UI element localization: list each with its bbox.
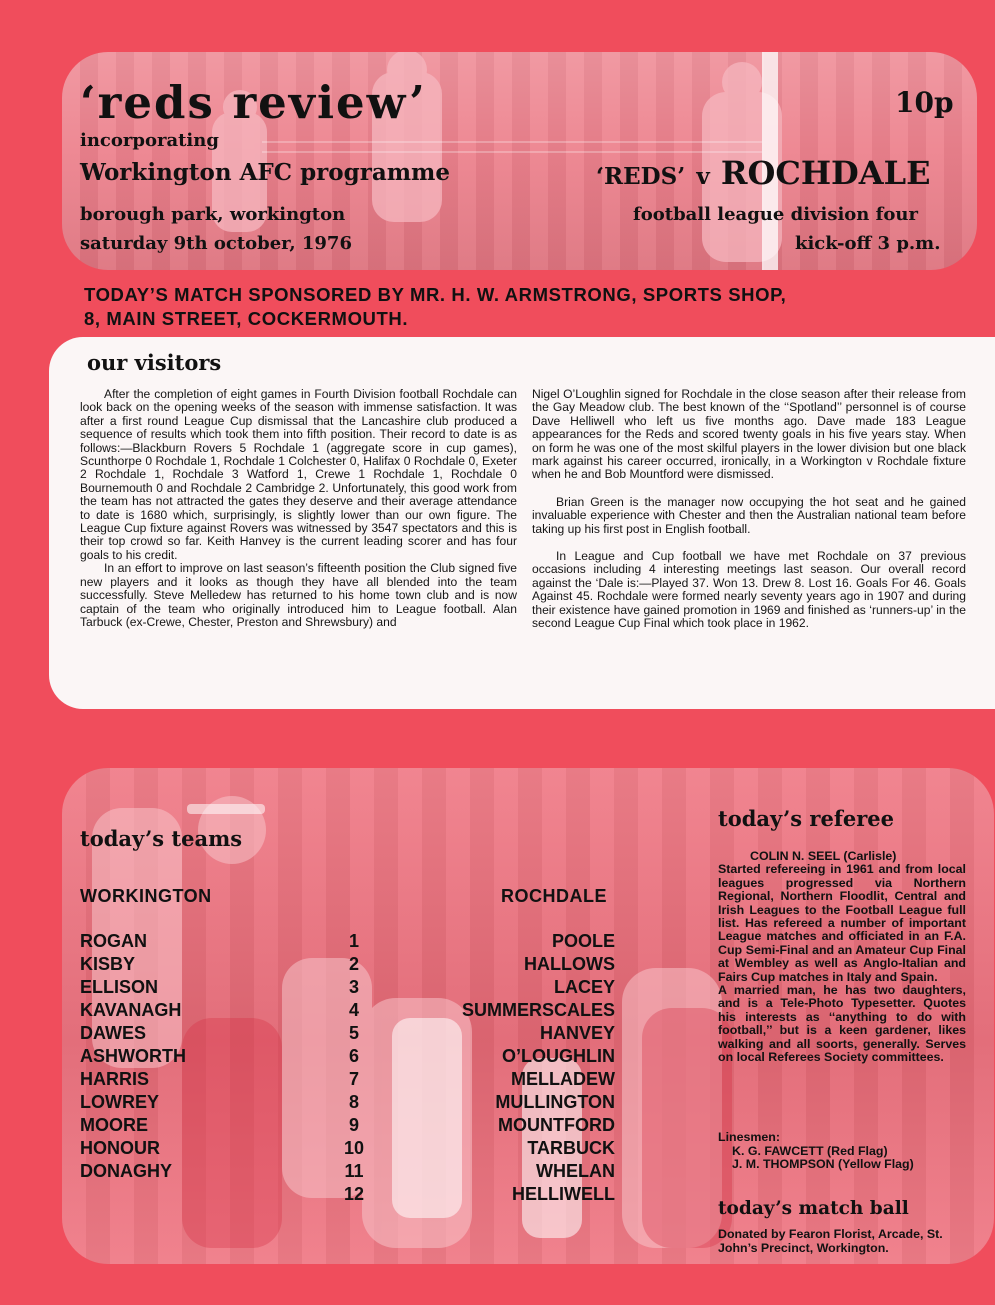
home-player: MOORE	[80, 1115, 149, 1135]
away-player: WHELAN	[536, 1161, 615, 1181]
visitors-heading: our visitors	[87, 350, 222, 375]
referee-bio	[718, 850, 966, 1065]
kickoff-time: kick-off 3 p.m.	[795, 233, 941, 254]
programme-subtitle: Workington AFC programme	[80, 159, 451, 186]
away-player: MOUNTFORD	[498, 1115, 615, 1135]
home-player: HONOUR	[80, 1138, 160, 1158]
shirt-number: 10	[343, 1138, 365, 1158]
linesmen	[718, 1131, 978, 1172]
away-player: TARBUCK	[527, 1138, 615, 1158]
away-player: SUMMERSCALES	[461, 1000, 615, 1020]
linesman-red-flag: K. G. FAWCETT (Red Flag)	[732, 1143, 888, 1158]
away-player: HANVEY	[539, 1023, 615, 1043]
team-lineups	[80, 931, 615, 1207]
away-player: MELLADEW	[511, 1069, 615, 1089]
shirt-number: 4	[348, 1000, 359, 1020]
team-row	[80, 1184, 615, 1207]
teams-heading: today’s teams	[80, 826, 243, 851]
referee-bio-paragraph: A married man, he has two daughters, and is a Tele-Photo Typesetter. Quotes his interests as ‘‘anything to do with football,’’ but is a keen gardener, likes walking and all soorts, generally. Serves on local Referees Society committees.	[718, 983, 966, 1065]
sponsor-line-2: 8, MAIN STREET, COCKERMOUTH.	[84, 308, 409, 329]
home-player: KAVANAGH	[80, 1000, 182, 1020]
team-row	[80, 1161, 615, 1184]
match-date: saturday 9th october, 1976	[80, 233, 352, 254]
shirt-number: 12	[343, 1184, 365, 1204]
venue-label: borough park, workington	[80, 204, 346, 225]
linesmen-label: Linesmen:	[718, 1130, 780, 1144]
visitors-column-1	[80, 388, 517, 629]
programme-title: ‘reds review’	[80, 76, 427, 129]
team-row	[80, 1138, 615, 1161]
shirt-number: 6	[348, 1046, 359, 1066]
visitors-column-2	[532, 388, 966, 631]
price-label: 10p	[895, 86, 954, 119]
away-player: O’LOUGHLIN	[502, 1046, 615, 1066]
away-player: HELLIWELL	[512, 1184, 615, 1204]
linesman-yellow-flag: J. M. THOMPSON (Yellow Flag)	[732, 1157, 914, 1171]
team-row	[80, 1046, 615, 1069]
sponsor-notice	[84, 283, 944, 331]
fixture-away: ROCHDALE	[720, 154, 931, 192]
fixture-heading	[596, 154, 931, 192]
shirt-number: 9	[348, 1115, 359, 1135]
shirt-number: 3	[348, 977, 359, 997]
fixture-versus: v	[696, 163, 710, 190]
referee-bio-paragraph: Started refereeing in 1961 and from local leagues progressed via Northern Regional, Northern Floodlit, Central and Irish Leagues to the Football League full list. Has refereed a number of important League matches and officiated in an F.A. Cup Semi-Final and an Amateur Cup Final at Wembley as well as Anglo-Italian and Fairs Cup matches in Italy and Spain.	[718, 862, 966, 984]
referee-name: COLIN N. SEEL (Carlisle)	[750, 849, 897, 863]
fixture-home: ‘REDS’	[596, 163, 686, 190]
away-player: LACEY	[553, 977, 615, 997]
team-row	[80, 931, 615, 954]
shirt-number: 2	[348, 954, 359, 974]
visitors-paragraph: In an effort to improve on last season’s fifteenth position the Club signed five new players and it looks as though they have all blended into the team successfully. Steve Melledew has returned to his home town club and is now captain of the team who originally introduced him to League football. Alan Tarbuck (ex-Crewe, Chester, Preston and Shrewsbury) and	[80, 561, 517, 629]
shirt-number: 1	[348, 931, 359, 951]
team-row	[80, 1092, 615, 1115]
team-row	[80, 1023, 615, 1046]
incorporating-label: incorporating	[80, 130, 219, 151]
home-player: LOWREY	[80, 1092, 159, 1112]
team-row	[80, 1069, 615, 1092]
home-player: ELLISON	[80, 977, 159, 997]
home-player: HARRIS	[80, 1069, 150, 1089]
away-player: HALLOWS	[524, 954, 615, 974]
home-team-name: WORKINGTON	[80, 886, 212, 906]
shirt-number: 8	[348, 1092, 359, 1112]
division-label: football league division four	[633, 204, 918, 225]
home-player: KISBY	[80, 954, 136, 974]
visitors-paragraph: Nigel O’Loughlin signed for Rochdale in the close season after their release from the Gay Meadow club. The best known of the ‘‘Spotland’’ personnel is of course Dave Helliwell who left us five months ago. Dave made 183 League appearances for the Reds and scored twenty goals in his five years stay. When on form he was one of the most skilful players in the lower division but one black mark against his career occurred, ironically, in a Workington v Rochdale fixture when he and Bob Mountford were dismissed.	[532, 387, 966, 482]
away-player: MULLINGTON	[495, 1092, 615, 1112]
match-ball-heading: today’s match ball	[718, 1198, 909, 1219]
home-player: ROGAN	[80, 931, 147, 951]
visitors-paragraph: After the completion of eight games in Fourth Division football Rochdale can look back on the opening weeks of the season with immense satisfaction. It was after a first round League Cup dismissal that the Lancashire club produced a sequence of results which took them into fifth position. Their record to date is as follows:—Blackburn Rovers 5 Rochdale 1 (aggregate score in cup games), Scunthorpe 0 Rochdale 1, Rochdale 1 Colchester 0, Halifax 0 Rochdale 0, Exeter 2 Rochdale 1, Rochdale 3 Watford 1, Crewe 1 Rochdale 1, Rochdale 0 Bournemouth 0 and Rochdale 2 Cambridge 2. Unfortunately, this good work from the team has not attracted the gates they deserve and their average attendance to date is 1680 which, surprisingly, is slightly lower than our own figure. The League Cup fixture against Rovers was witnessed by 3547 spectators and this is their top crowd so far. Keith Hanvey is the current leading scorer and has four goals to his credit.	[80, 387, 517, 562]
visitors-paragraph: Brian Green is the manager now occupying the hot seat and he gained invaluable experience with Chester and then the Australian national team before taking up his first post in English football.	[532, 494, 966, 536]
shirt-number: 7	[348, 1069, 359, 1089]
visitors-paragraph: In League and Cup football we have met Rochdale on 37 previous occasions including 4 interesting meetings last season. Our overall record against the ‘Dale is:—Played 37. Won 13. Drew 8. Lost 16. Goals For 46. Goals Against 45. Rochdale were formed nearly seventy years ago in 1907 and during their existence have gained promotion in 1969 and finished as ‘runners-up’ in the second League Cup Final which took place in 1962.	[532, 549, 966, 631]
home-player: ASHWORTH	[80, 1046, 186, 1066]
shirt-number: 11	[344, 1161, 364, 1181]
team-row	[80, 977, 615, 1000]
home-player: DAWES	[80, 1023, 147, 1043]
referee-heading: today’s referee	[718, 806, 895, 831]
shirt-number: 5	[348, 1023, 359, 1043]
home-player: DONAGHY	[80, 1161, 173, 1181]
away-player: POOLE	[551, 931, 615, 951]
match-ball-donor: Donated by Fearon Florist, Arcade, St. John’s Precinct, Workington.	[718, 1227, 943, 1255]
team-row	[80, 1115, 615, 1138]
away-team-name: ROCHDALE	[501, 886, 607, 906]
sponsor-line-1: TODAY’S MATCH SPONSORED BY MR. H. W. ARMSTRONG, SPORTS SHOP,	[84, 284, 787, 305]
team-row	[80, 954, 615, 977]
team-row	[80, 1000, 615, 1023]
